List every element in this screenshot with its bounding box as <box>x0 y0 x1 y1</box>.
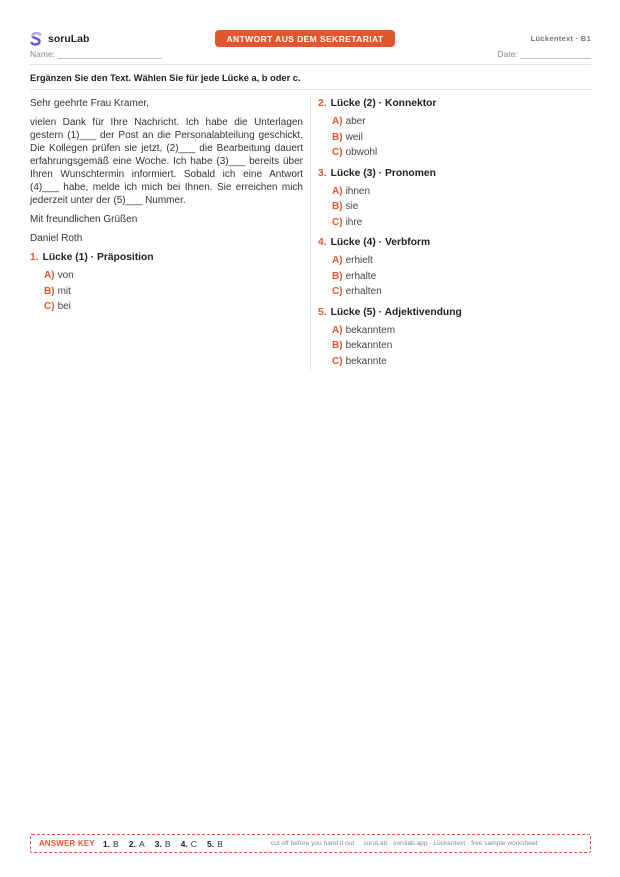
left-column <box>30 97 303 321</box>
answer-key-item: 4. C <box>180 838 197 849</box>
option-a[interactable]: A) von <box>44 270 74 281</box>
option-b[interactable]: B) weil <box>332 131 363 143</box>
brand-name: soruLab <box>48 33 90 45</box>
question-title: Lücke (1) · Präposition <box>42 252 154 263</box>
option-a[interactable]: A) bekanntem <box>332 324 396 336</box>
option-c[interactable]: C) bekannte <box>332 355 387 367</box>
question-title: Lücke (5) · Adjektivendung <box>330 306 462 318</box>
question-number: 5. <box>318 306 327 318</box>
option-a[interactable]: A) erhielt <box>332 255 373 266</box>
question-2 <box>318 97 591 161</box>
option-a[interactable]: A) aber <box>332 116 366 127</box>
section-pill: ANTWORT AUS DEM SEKRETARIAT <box>215 30 395 47</box>
question-1 <box>30 251 303 315</box>
date-field[interactable]: Date: _______________ <box>497 49 591 59</box>
question-5 <box>318 306 591 370</box>
option-c[interactable]: C) bei <box>44 301 71 312</box>
column-divider <box>310 95 311 371</box>
answer-key-label: ANSWER KEY <box>39 839 95 848</box>
question-number: 2. <box>318 98 327 109</box>
question-number: 1. <box>30 252 39 263</box>
answer-key-item: 5. B <box>206 838 223 849</box>
name-field[interactable]: Name: ______________________ <box>30 49 162 59</box>
letter-body: vielen Dank für Ihre Nachricht. Ich habe die Unterlagen gestern (1)___ der Post an die Personalabteilung geschickt. Die Kollegen prüfen sie jetzt, (2)___ die Bearbeitung dauert erfahrungsgemäß eine Woche. Ich habe (3)___ bereits über Ihren Wunschtermin informiert. Sobald ich eine Antwort (4)___ habe, melde ich mich bei Ihnen. Sie erreichen mich jederzeit unter der (5)___ Nummer. <box>30 117 303 206</box>
question-number: 3. <box>318 167 327 179</box>
level-label: Lückentext · B1 <box>530 34 591 43</box>
answer-key-strip <box>30 834 591 853</box>
option-b[interactable]: B) sie <box>332 201 359 212</box>
question-title: Lücke (2) · Konnektor <box>330 98 437 109</box>
option-b[interactable]: B) mit <box>44 285 71 297</box>
letter-signature: Daniel Roth <box>30 233 83 244</box>
footer-credits: soruLab · sorulab.app · Lückentext · free sample worksheet <box>363 840 538 847</box>
instruction-divider <box>30 89 591 90</box>
option-c[interactable]: C) ihre <box>332 216 363 228</box>
s-logo-icon <box>30 32 42 46</box>
letter-salutation: Sehr geehrte Frau Kramer, <box>30 98 149 109</box>
right-column <box>318 97 591 375</box>
instruction: Ergänzen Sie den Text. Wählen Sie für jede Lücke a, b oder c. <box>30 73 301 83</box>
option-c[interactable]: C) obwohl <box>332 147 378 158</box>
brand <box>30 32 89 46</box>
letter-closing: Mit freundlichen Grüßen <box>30 214 138 225</box>
option-c[interactable]: C) erhalten <box>332 286 382 297</box>
option-a[interactable]: A) ihnen <box>332 185 371 197</box>
header-divider <box>30 64 591 65</box>
option-b[interactable]: B) bekannten <box>332 340 393 351</box>
question-4 <box>318 236 591 300</box>
question-3 <box>318 167 591 231</box>
question-title: Lücke (4) · Verbform <box>330 237 431 248</box>
option-b[interactable]: B) erhalte <box>332 270 377 282</box>
answer-key-item: 3. B <box>154 838 171 849</box>
answer-key-item: 1. B <box>102 838 119 849</box>
question-number: 4. <box>318 237 327 248</box>
worksheet-header <box>30 30 591 66</box>
cut-off-note: cut off before you hand it out <box>270 840 355 847</box>
answer-key-item: 2. A <box>128 838 145 849</box>
question-title: Lücke (3) · Pronomen <box>330 167 436 179</box>
